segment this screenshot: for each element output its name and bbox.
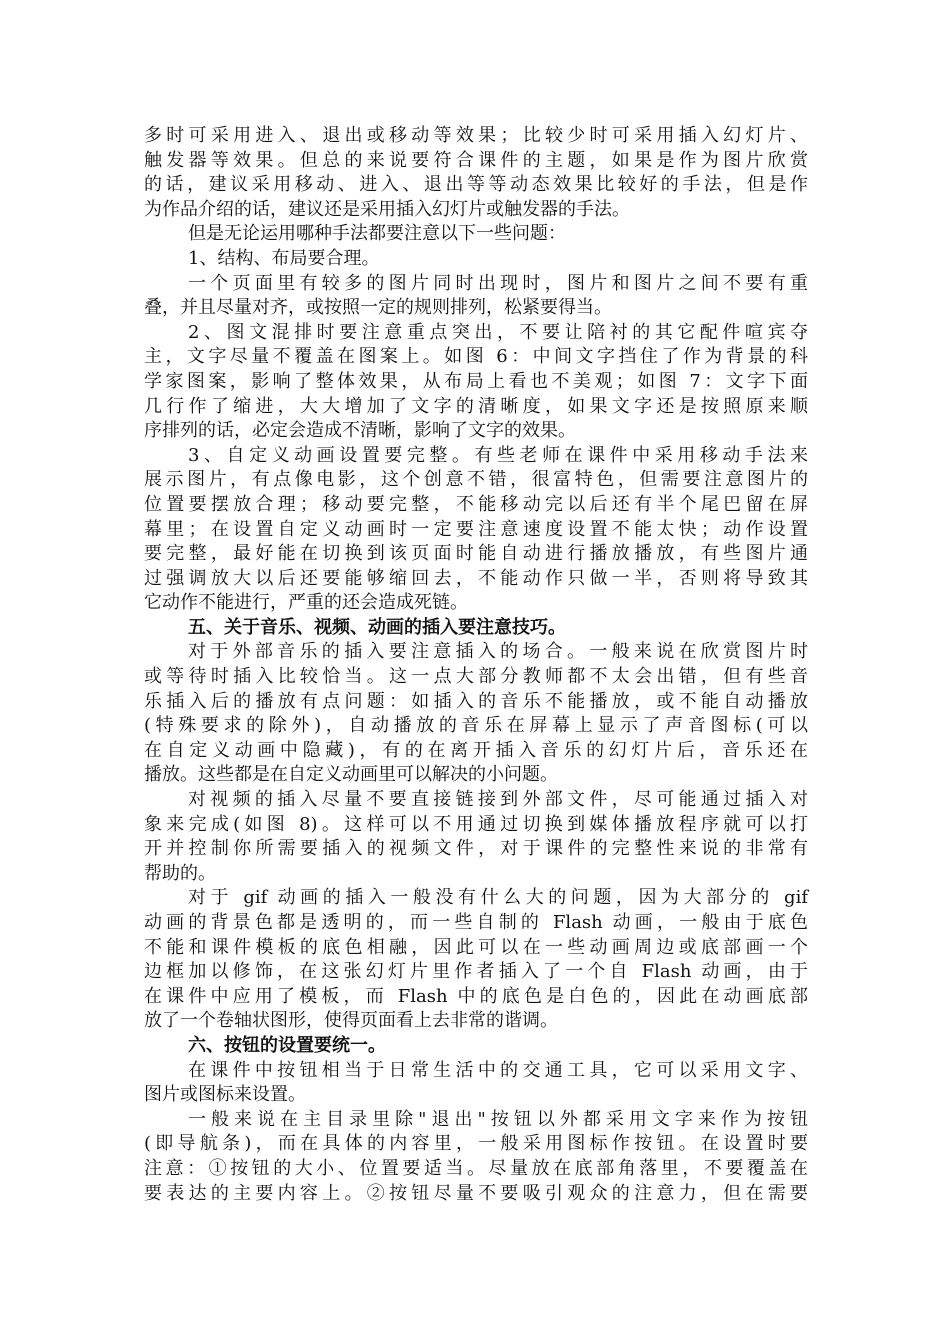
text-line: 触发器等效果。但总的来说要符合课件的主题，如果是作为图片欣赏 bbox=[144, 149, 808, 171]
text-line: 对于外部音乐的插入要注意插入的场合。一般来说在欣赏图片时 bbox=[188, 641, 808, 663]
text-line: 幕里；在设置自定义动画时一定要注意速度设置不能太快；动作设置 bbox=[144, 518, 808, 540]
text-line: (即导航条)，而在具体的内容里，一般采用图标作按钮。在设置时要 bbox=[144, 1133, 808, 1155]
text-line: 序排列的话，必定会造成不清晰，影响了文字的效果。 bbox=[144, 420, 576, 442]
text-line: 不能和课件模板的底色相融，因此可以在一些动画周边或底部画一个 bbox=[144, 936, 808, 958]
text-line: 1、结构、布局要合理。 bbox=[188, 247, 380, 269]
text-line: 帮助的。 bbox=[144, 862, 216, 884]
text-line: 开并控制你所需要插入的视频文件，对于课件的完整性来说的非常有 bbox=[144, 838, 808, 860]
text-line: 位置要摆放合理；移动要完整，不能移动完以后还有半个尾巴留在屏 bbox=[144, 493, 808, 515]
section-heading: 六、按钮的设置要统一。 bbox=[188, 1034, 386, 1056]
text-line: 对视频的插入尽量不要直接链接到外部文件，尽可能通过插入对 bbox=[188, 789, 808, 811]
text-line: 叠，并且尽量对齐，或按照一定的规则排列，松紧要得当。 bbox=[144, 297, 612, 319]
text-line: 在课件中应用了模板，而 Flash 中的底色是白色的，因此在动画底部 bbox=[144, 985, 808, 1007]
text-line: 要完整，最好能在切换到该页面时能自动进行播放播放，有些图片通 bbox=[144, 543, 808, 565]
text-line: 或等待时插入比较恰当。这一点大部分教师都不太会出错，但有些音 bbox=[144, 666, 808, 688]
text-line: 乐插入后的播放有点问题：如插入的音乐不能播放，或不能自动播放 bbox=[144, 690, 808, 712]
text-line: 在自定义动画中隐藏)，有的在离开插入音乐的幻灯片后，音乐还在 bbox=[144, 739, 808, 761]
text-line: 3、自定义动画设置要完整。有些老师在课件中采用移动手法来 bbox=[188, 444, 808, 466]
text-line: 放了一个卷轴状图形，使得页面看上去非常的谐调。 bbox=[144, 1010, 558, 1032]
text-line: 边框加以修饰，在这张幻灯片里作者插入了一个自 Flash 动画，由于 bbox=[144, 961, 808, 983]
text-line: 但是无论运用哪种手法都要注意以下一些问题： bbox=[188, 223, 566, 245]
text-line: 几行作了缩进，大大增加了文字的清晰度，如果文字还是按照原来顺 bbox=[144, 395, 808, 417]
text-line: 主，文字尽量不覆盖在图案上。如图 6：中间文字挡住了作为背景的科 bbox=[144, 346, 808, 368]
text-line: 象来完成(如图 8)。这样可以不用通过切换到媒体播放程序就可以打 bbox=[144, 813, 808, 835]
text-line: 动画的背景色都是透明的，而一些自制的 Flash 动画，一般由于底色 bbox=[144, 912, 808, 933]
text-line: 为作品介绍的话，建议还是采用插入幻灯片或触发器的手法。 bbox=[144, 198, 630, 220]
text-line: 图片或图标来设置。 bbox=[144, 1084, 306, 1106]
text-line: 一般来说在主目录里除"退出"按钮以外都采用文字来作为按钮 bbox=[188, 1108, 808, 1130]
text-line: 播放。这些都是在自定义动画里可以解决的小问题。 bbox=[144, 764, 558, 786]
text-line: 要表达的主要内容上。②按钮尽量不要吸引观众的注意力，但在需要 bbox=[144, 1182, 808, 1204]
text-line: 注意：①按钮的大小、位置要适当。尽量放在底部角落里，不要覆盖在 bbox=[144, 1157, 808, 1179]
document-page bbox=[144, 124, 808, 1206]
text-line: 学家图案，影响了整体效果，从布局上看也不美观；如图 7：文字下面 bbox=[144, 370, 808, 392]
text-line: 2、图文混排时要注意重点突出，不要让陪衬的其它配件喧宾夺 bbox=[188, 321, 808, 343]
text-line: 多时可采用进入、退出或移动等效果；比较少时可采用插入幻灯片、 bbox=[144, 125, 808, 146]
text-line: 对于 gif 动画的插入一般没有什么大的问题，因为大部分的 gif bbox=[188, 887, 808, 909]
text-line: 在课件中按钮相当于日常生活中的交通工具，它可以采用文字、 bbox=[188, 1059, 808, 1081]
text-line: (特殊要求的除外)，自动播放的音乐在屏幕上显示了声音图标(可以 bbox=[144, 715, 808, 737]
text-line: 一个页面里有较多的图片同时出现时，图片和图片之间不要有重 bbox=[188, 272, 808, 294]
text-line: 过强调放大以后还要能够缩回去，不能动作只做一半，否则将导致其 bbox=[144, 567, 808, 589]
text-line: 的话，建议采用移动、进入、退出等等动态效果比较好的手法，但是作 bbox=[144, 174, 808, 196]
section-heading: 五、关于音乐、视频、动画的插入要注意技巧。 bbox=[188, 616, 566, 638]
text-line: 它动作不能进行，严重的还会造成死链。 bbox=[144, 592, 468, 614]
text-line: 展示图片，有点像电影，这个创意不错，很富特色，但需要注意图片的 bbox=[144, 469, 808, 491]
